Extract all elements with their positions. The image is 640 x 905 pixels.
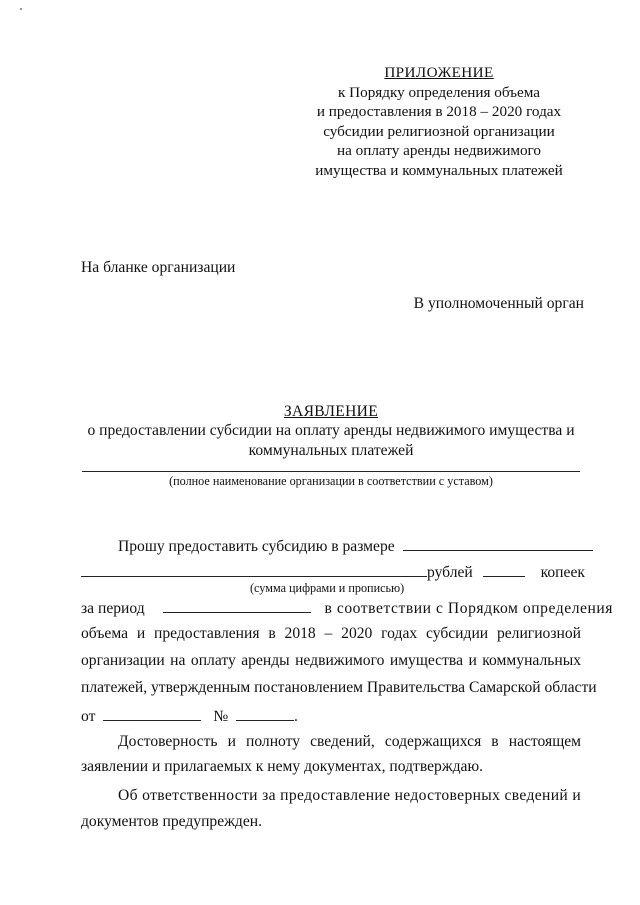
organization-name-field[interactable]	[82, 471, 580, 472]
decree-number-field[interactable]	[236, 706, 294, 721]
statement-title-block	[62, 402, 600, 460]
request-line	[81, 536, 581, 556]
period-line	[81, 598, 614, 618]
statement-subtitle: о предоставлении субсидии на оплату аренды недвижимого имущества и	[87, 422, 575, 440]
sum-words-field[interactable]	[81, 562, 427, 577]
appendix-line: на оплату аренды недвижимого	[336, 142, 542, 160]
confirmation-text: Достоверность и полноту сведений, содержащихся в настоящем	[118, 733, 581, 750]
request-text-line: объема и предоставления в 2018 – 2020 годах субсидии религиозной	[81, 625, 581, 642]
from-label: от	[81, 708, 96, 725]
scan-speck	[20, 8, 22, 10]
appendix-heading: ПРИЛОЖЕНИЕ	[384, 64, 494, 81]
statement-subtitle: коммунальных платежей	[248, 441, 414, 459]
decree-date-field[interactable]	[103, 706, 201, 721]
responsibility-text: Об ответственности за предоставление недостоверных сведений и	[118, 787, 582, 804]
rubles-label: рублей	[427, 564, 473, 581]
appendix-line: имущества и коммунальных платежей	[315, 161, 563, 179]
confirmation-line: заявлении и прилагаемых к нему документах, подтверждаю.	[81, 758, 484, 775]
kopecks-label: копеек	[540, 564, 585, 581]
appendix-line: к Порядку определения объема	[337, 83, 541, 101]
kopecks-field[interactable]	[483, 562, 525, 577]
request-intro: Прошу предоставить субсидию в размере	[118, 538, 395, 555]
letterhead-note: На бланке организации	[81, 259, 236, 276]
sum-hint: (сумма цифрами и прописью)	[250, 581, 405, 595]
responsibility-line: документов предупрежден.	[81, 813, 263, 830]
sum-line	[81, 562, 585, 582]
request-text-line: платежей, утвержденным постановлением Правительства Самарской области	[81, 679, 597, 696]
request-text-line: организации на оплату аренды недвижимого имущества и коммунальных	[81, 652, 581, 669]
period-tail: в соответствии с Порядком определения	[324, 600, 614, 617]
appendix-block	[290, 63, 588, 181]
statement-title: ЗАЯВЛЕНИЕ	[283, 403, 379, 420]
responsibility-line	[81, 787, 581, 805]
decree-ref-line	[81, 706, 581, 726]
subsidy-amount-field[interactable]	[403, 536, 593, 551]
recipient: В уполномоченный орган	[413, 295, 584, 312]
period-field[interactable]	[163, 598, 311, 613]
confirmation-line	[81, 733, 581, 751]
organization-name-hint: (полное наименование организации в соответствии с уставом)	[169, 474, 493, 488]
end-dot: .	[294, 708, 298, 725]
period-label: за период	[81, 600, 145, 617]
appendix-line: и предоставления в 2018 – 2020 годах	[316, 103, 562, 121]
appendix-line: субсидии религиозной организации	[323, 122, 555, 140]
number-sign: №	[213, 708, 229, 725]
